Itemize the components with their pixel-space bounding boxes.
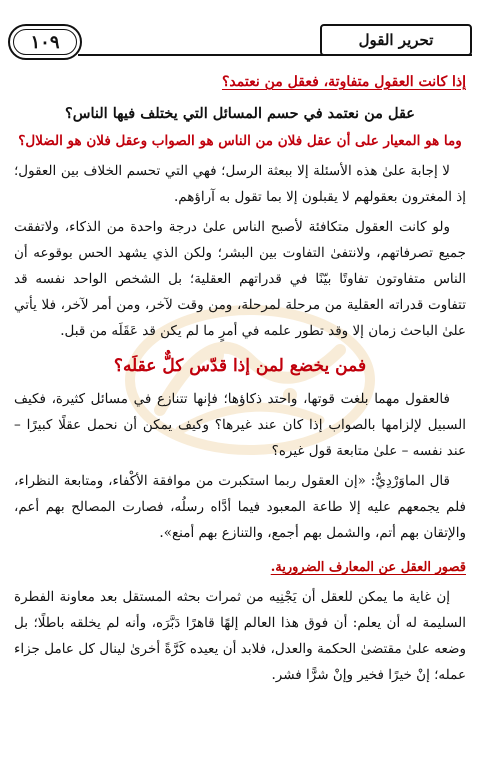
criterion-question: وما هو المعيار على أن عقل فلان من الناس هو الصواب وعقل فلان هو الضلال؟ — [18, 133, 462, 149]
page-number-badge — [8, 24, 82, 60]
main-question: عقل من نعتمد في حسم المسائل التي يختلف فيها الناس؟ — [65, 105, 415, 122]
section-heading-question: إذا كانت العقول متفاوتة، فعقل من نعتمد؟ — [221, 74, 466, 90]
paragraph-mawardi-quote: قال الماوَرْدِيُّ: «إن العقول ربما استكبرت من موافقة الأكْفاء، ومتابعة النظراء، فلم يجمعهم عليه إلا طاعة المعبود فيما أدَّاه رسلُه، فصارت المصالح بهم أعم، والإتقان بهم أتم، والشمل بهم أجمع، والتنازع بهم أمنع». — [14, 473, 466, 541]
paragraph-reason-limit: إن غاية ما يمكن للعقل أن يَجْنِيه من ثمرات بحثه المستقل بعد معاونة الفطرة السليمة له أن يعلم: أن فوق هذا العالم إلهًا قاهرًا دَبَّرَه، وأنه لم يخلقه باطلًا؛ بل وضعه علىٰ مقتضىٰ الحكمة والعدل، فلابد أن يعيده كَرَّةً أخرىٰ لينال كل عامل جزاء عمله؛ إنْ خيرًا فخير وإنْ شرًّا فشر. — [14, 589, 466, 683]
paragraph-minds-dispute: فالعقول مهما بلغت قوتها، واحتد ذكاؤها؛ فإنها تتنازع في مسائل كثيرة، فكيف السبيل لإلزامها بالصواب إذا كان عند غيرها؟ وكيف يمكن أن نحمل عقلًا كبيرًا – عند نفسه – علىٰ متابعة قول غيره؟ — [14, 391, 466, 459]
section-heading-limits: قصور العقل عن المعارف الضرورية. — [270, 560, 466, 575]
page-number: ١٠٩ — [30, 31, 60, 53]
page-header — [8, 18, 472, 58]
paragraph-answer: لا إجابة علىٰ هذه الأسئلة إلا ببعثة الرسل؛ فهي التي تحسم الخلاف بين العقول؛ إذ المغترون بعقولهم لا يقبلون إلا بما تقول به آراؤهم. — [14, 163, 466, 205]
centered-red-question: فمن يخضع لمن إذا قدّس كلٌّ عقلَه؟ — [113, 356, 367, 376]
paragraph-minds-vary: ولو كانت العقول متكافئة لأصبح الناس علىٰ درجة واحدة من الذكاء، ولاتفقت جميع تصرفاتهم، ولانتفىٰ التفاوت بين البشر؛ ولكن الذي يشهد الحس بوقوعه أن الناس متفاوتون تفاوتًا بيّنًا في قدراتهم العقلية؛ بل الشخص الواحد نفسه قد تتفاوت قدراته العقلية من مرحلة لمرحلة، ومن وقت لآخر، ومن أمر لآخر، فلا يأتي علىٰ الباحث زمان إلا وقد تطور علمه في أمرٍ ما لم يكن قد عَقَلَه من قبل. — [14, 219, 466, 339]
book-title: تحرير القول — [320, 24, 472, 56]
page-body — [14, 64, 466, 688]
